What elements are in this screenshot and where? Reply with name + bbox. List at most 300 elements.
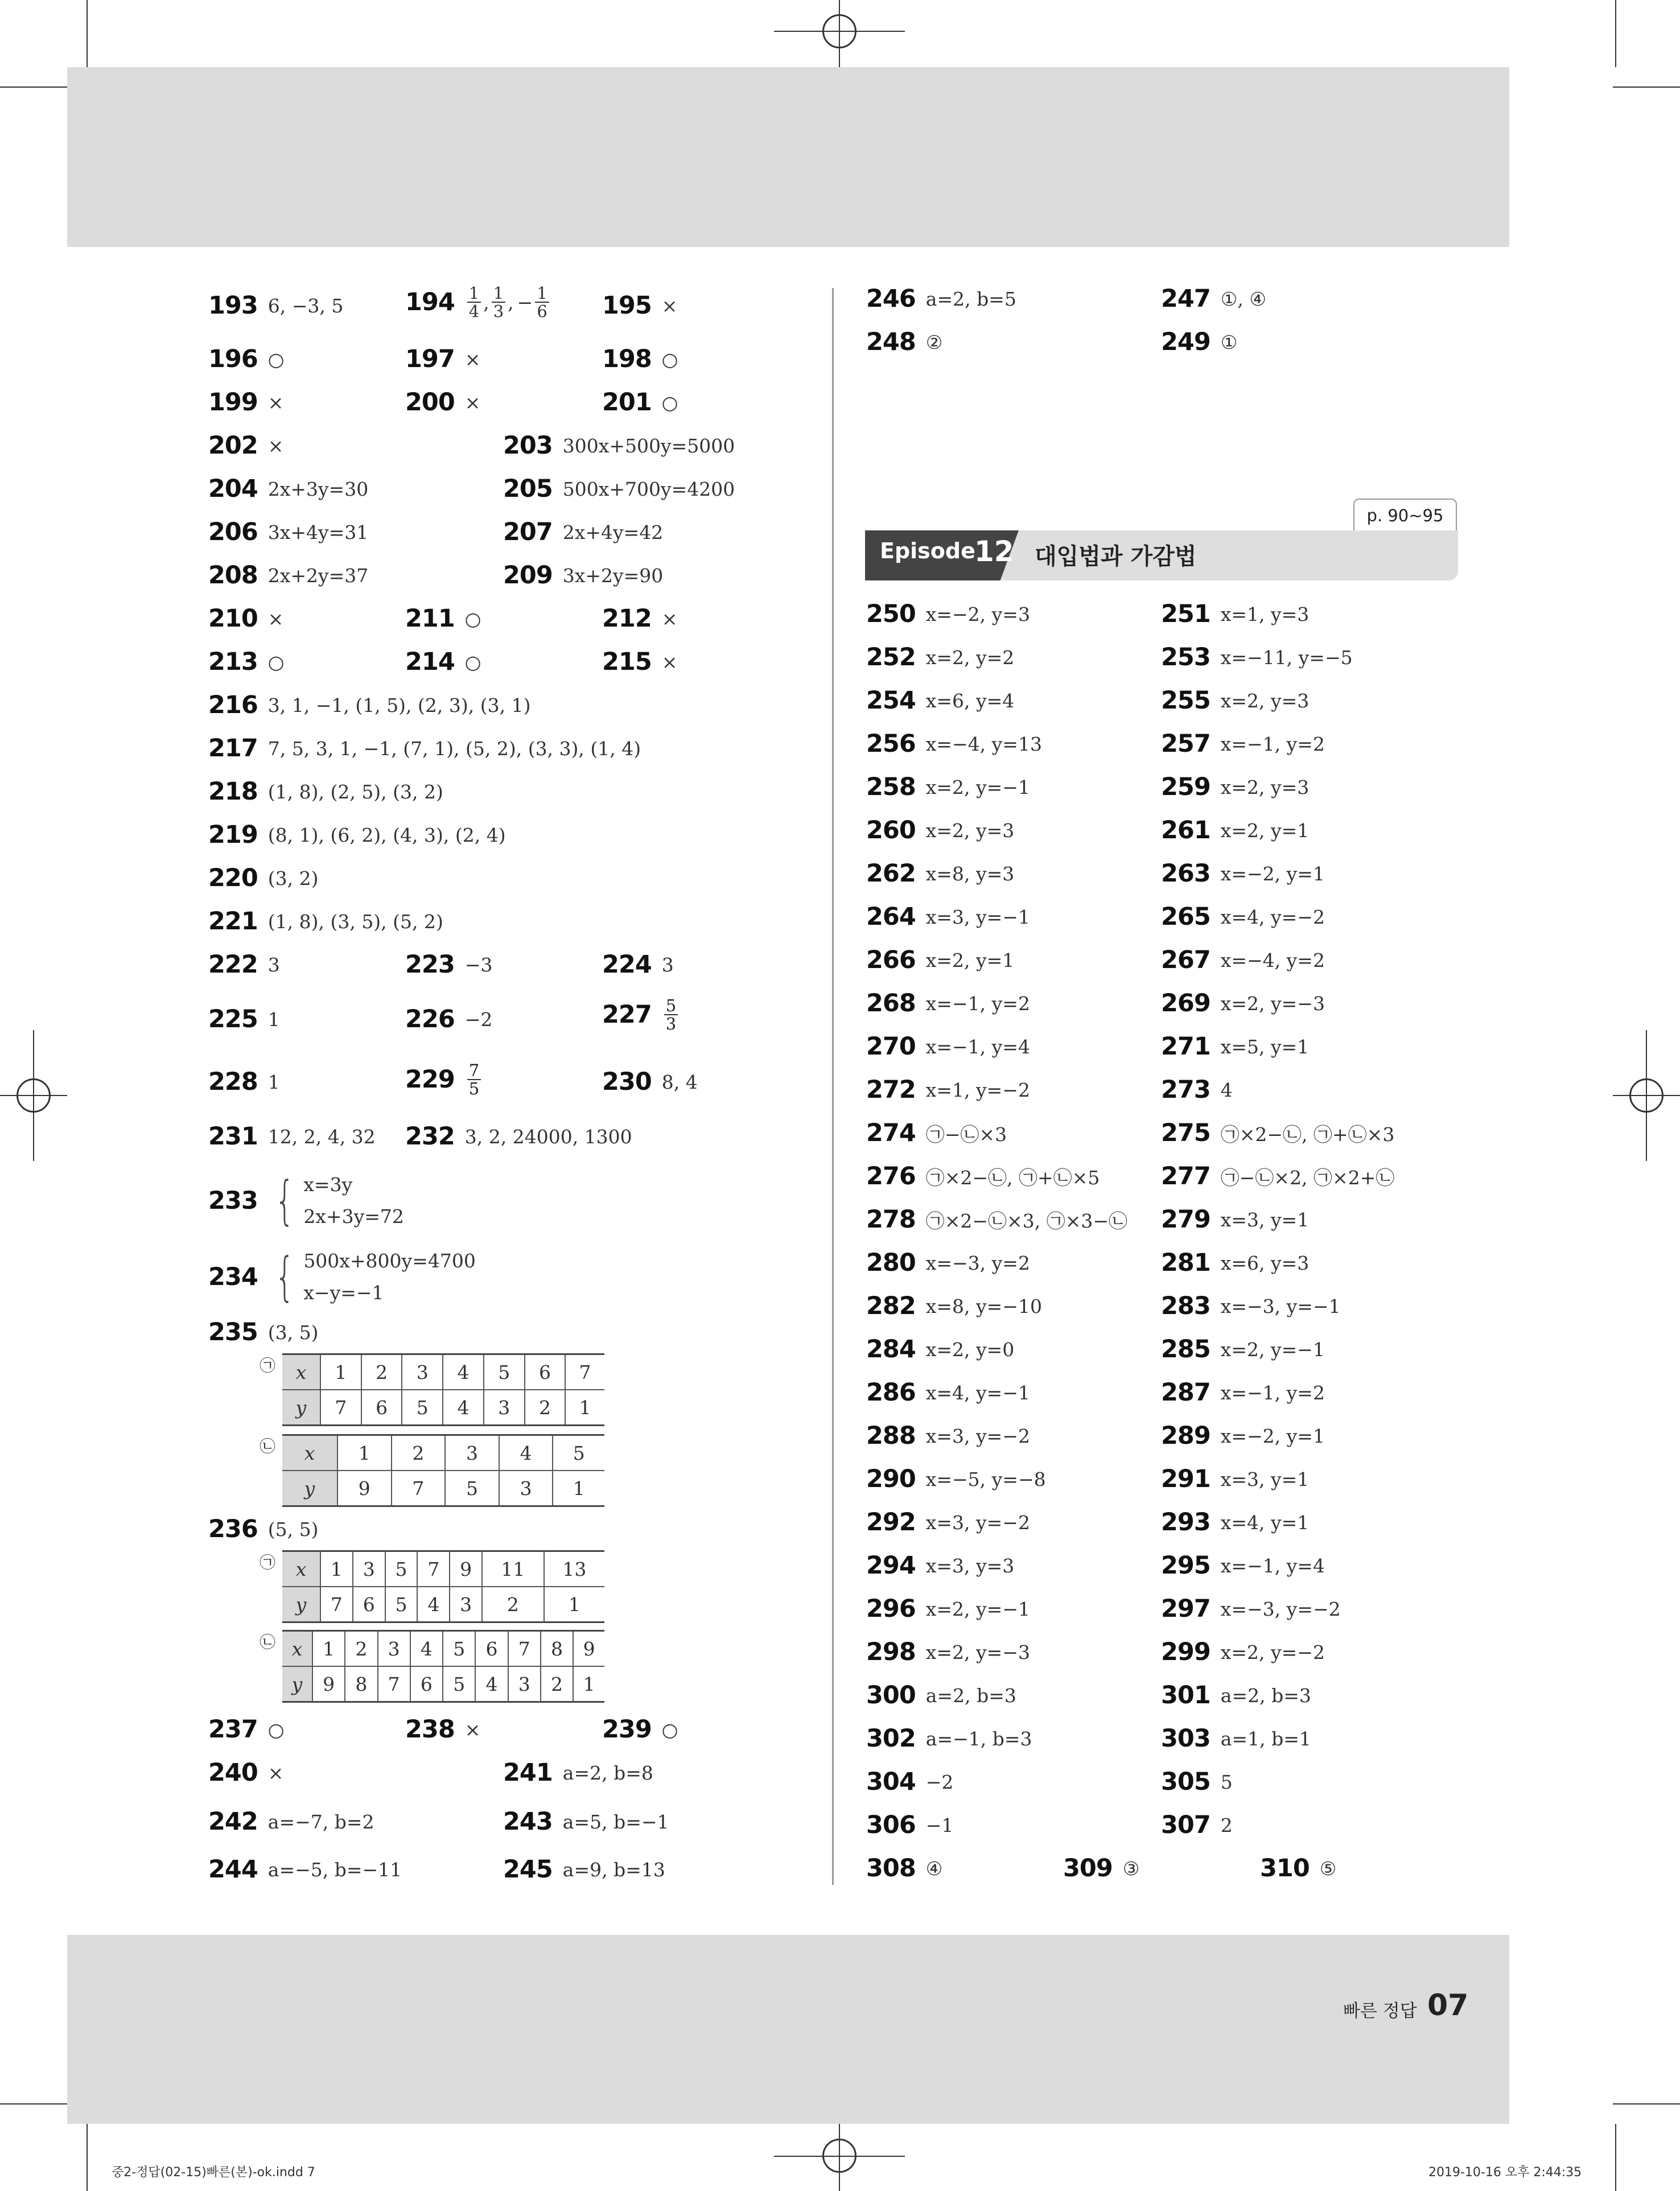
table-cell: 11 (482, 1551, 544, 1587)
question-number: 214 (405, 648, 455, 676)
question-number: 203 (503, 431, 553, 460)
crop-mark (1613, 87, 1680, 88)
answer-text: x=2, y=2 (925, 646, 1015, 669)
question-number: 196 (208, 345, 258, 373)
table-cell: 7 (378, 1666, 410, 1702)
answer-274 (866, 1119, 1007, 1147)
question-number: 231 (208, 1122, 258, 1151)
question-number: 219 (208, 821, 258, 849)
answer-text: x=−11, y=−5 (1220, 646, 1353, 669)
question-number: 243 (503, 1807, 553, 1836)
question-number: 299 (1161, 1638, 1210, 1666)
answer-218 (208, 777, 443, 806)
answer-282 (866, 1292, 1042, 1320)
crop-mark (87, 2124, 88, 2191)
table-cell: 4 (499, 1435, 553, 1471)
table-cell: 2 (392, 1435, 446, 1471)
answer-text: x=5, y=1 (1220, 1035, 1310, 1058)
table-cell: 3 (402, 1354, 443, 1390)
answer-text: 8, 4 (661, 1070, 698, 1093)
answer-259 (1161, 773, 1309, 801)
answer-text: x=2, y=1 (925, 949, 1015, 971)
answer-text: x=8, y=−10 (925, 1295, 1042, 1317)
question-number: 227 (602, 1000, 652, 1029)
answer-text: x=2, y=3 (1220, 689, 1310, 712)
episode-title: 대입법과 가감법 (1035, 543, 1197, 570)
table-row-y (282, 1587, 604, 1622)
answer-233 (208, 1169, 404, 1233)
header-y: y (282, 1390, 320, 1426)
table-cell: 7 (508, 1631, 541, 1667)
answer-text: ○ (464, 650, 481, 673)
question-number: 260 (866, 816, 916, 845)
answer-217 (208, 734, 641, 763)
answer-text: −2 (925, 1770, 954, 1793)
answer-text: ○ (464, 607, 481, 630)
answer-text: 2x+4y=42 (562, 521, 664, 543)
question-number: 305 (1161, 1768, 1210, 1796)
question-number: 306 (866, 1811, 916, 1839)
answer-text: x=2, y=−3 (1220, 992, 1325, 1015)
question-number: 248 (866, 328, 916, 356)
table-cell: 2 (525, 1390, 566, 1426)
question-number: 293 (1161, 1508, 1210, 1537)
answer-243 (503, 1807, 669, 1836)
answer-300 (866, 1681, 1016, 1710)
answer-200 (405, 388, 480, 417)
answer-213 (208, 648, 285, 676)
answer-296 (866, 1595, 1030, 1623)
answer-text: 3 (661, 953, 674, 976)
fraction: $\frac{1}{6}$ (535, 285, 549, 320)
answer-text: ① (1220, 331, 1238, 353)
answer-272 (866, 1076, 1030, 1104)
answer-text: 3x+2y=90 (562, 564, 664, 587)
table-cell: 3 (378, 1631, 410, 1667)
answer-text: x=2, y=1 (1220, 819, 1310, 842)
answer-text: x=3, y=3 (925, 1554, 1015, 1577)
answer-text: (5, 5) (267, 1518, 319, 1541)
answer-309 (1063, 1854, 1139, 1883)
answer-260 (866, 816, 1014, 845)
answer-251 (1161, 600, 1309, 628)
answer-text: a=1, b=1 (1220, 1727, 1311, 1750)
table-cell: 3 (484, 1390, 525, 1426)
question-number: 220 (208, 864, 258, 892)
answer-291 (1161, 1465, 1309, 1493)
top-gray-band (67, 67, 1509, 247)
answer-text: a=2, b=5 (925, 287, 1016, 310)
table-cell: 6 (525, 1354, 566, 1390)
question-number: 307 (1161, 1811, 1210, 1839)
answer-text: a=2, b=3 (1220, 1684, 1311, 1707)
answer-text: × (661, 294, 678, 317)
question-number: 226 (405, 1005, 455, 1033)
registration-mark (17, 1078, 51, 1113)
answer-text: a=2, b=3 (925, 1684, 1016, 1707)
table-cell: 6 (361, 1390, 402, 1426)
table-cell: 4 (475, 1666, 508, 1702)
table-cell: 6 (475, 1631, 508, 1667)
question-number: 215 (602, 648, 652, 676)
answer-242 (208, 1807, 374, 1836)
question-number: 298 (866, 1638, 916, 1666)
table-cell: 1 (573, 1666, 604, 1702)
answer-254 (866, 686, 1014, 715)
question-number: 244 (208, 1855, 258, 1884)
table-cell: 8 (541, 1631, 573, 1667)
table-cell: 4 (443, 1390, 484, 1426)
answer-222 (208, 950, 280, 979)
answer-text: 2x+2y=37 (267, 564, 369, 587)
answer-285 (1161, 1335, 1325, 1364)
question-number: 261 (1161, 816, 1210, 845)
question-number: 221 (208, 907, 258, 936)
answer-text: x=2, y=0 (925, 1338, 1015, 1361)
answer-294 (866, 1551, 1014, 1580)
answer-text: 3, 1, −1, (1, 5), (2, 3), (3, 1) (267, 694, 531, 716)
answer-289 (1161, 1422, 1325, 1450)
question-number: 259 (1161, 773, 1210, 801)
answer-text: ㉠×2−㉡, ㉠+㉡×3 (1220, 1123, 1395, 1146)
table-cell: 5 (385, 1587, 418, 1622)
print-timestamp: 2019-10-16 오후 2:44:35 (1428, 2165, 1582, 2180)
answer-235 (208, 1318, 319, 1346)
answer-248 (866, 328, 942, 356)
question-number: 285 (1161, 1335, 1210, 1364)
question-number: 287 (1161, 1378, 1210, 1407)
question-number: 272 (866, 1076, 916, 1104)
table-cell: 13 (544, 1551, 604, 1587)
question-number: 254 (866, 686, 916, 715)
answer-text: ○ (661, 348, 678, 370)
table-cell: 3 (508, 1666, 541, 1702)
answer-250 (866, 600, 1030, 628)
answer-268 (866, 989, 1030, 1018)
answer-text: x=4, y=1 (1220, 1511, 1310, 1534)
answer-text: × (267, 607, 284, 630)
answer-fractions: $\frac{1}{4}$ , $\frac{1}{3}$ , − $\frac{1}{6}$ (465, 285, 551, 320)
question-number: 253 (1161, 643, 1210, 672)
question-number: 234 (208, 1263, 258, 1291)
table-cell: 6 (410, 1666, 443, 1702)
answer-text: 1 (267, 1070, 280, 1093)
answer-text: a=9, b=13 (562, 1858, 665, 1881)
answer-302 (866, 1724, 1032, 1753)
answer-305 (1161, 1768, 1233, 1796)
table-cell: 5 (402, 1390, 443, 1426)
answer-text: ○ (661, 1718, 678, 1741)
answer-301 (1161, 1681, 1311, 1710)
question-number: 239 (602, 1715, 652, 1744)
answer-text: x=2, y=−3 (925, 1641, 1030, 1663)
question-number: 206 (208, 518, 258, 546)
question-number: 199 (208, 388, 258, 417)
answer-255 (1161, 686, 1309, 715)
answer-text: ㉠×2−㉡×3, ㉠×3−㉡ (925, 1209, 1127, 1232)
crop-mark (1615, 0, 1616, 67)
table-cell: 2 (345, 1631, 377, 1667)
answer-text: x=−5, y=−8 (925, 1468, 1046, 1490)
fraction: $\frac{1}{4}$ (467, 285, 481, 320)
header-x: x (282, 1435, 337, 1471)
answer-text: x=−2, y=1 (1220, 1424, 1325, 1447)
table-cell: 5 (445, 1471, 499, 1506)
table-236-a (282, 1550, 604, 1623)
answer-203 (503, 431, 735, 460)
answer-205 (503, 475, 735, 503)
crop-mark (0, 2103, 67, 2104)
equation-system: { x=3y 2x+3y=72 (274, 1170, 404, 1231)
answer-text: −2 (464, 1008, 493, 1031)
table-cell: 3 (450, 1587, 482, 1622)
answer-text: 300x+500y=5000 (562, 434, 735, 457)
answer-288 (866, 1422, 1030, 1450)
answer-226 (405, 1005, 492, 1033)
question-number: 242 (208, 1807, 258, 1836)
answer-194 (405, 285, 551, 320)
question-number: 277 (1161, 1162, 1210, 1191)
answer-290 (866, 1465, 1046, 1493)
table-cell: 1 (320, 1551, 353, 1587)
question-number: 251 (1161, 600, 1210, 628)
table-235-b (282, 1434, 604, 1507)
print-file-slug: 중2-정답(02-15)빠른(본)-ok.indd 7 (112, 2165, 315, 2180)
answer-text: x=4, y=−2 (1220, 905, 1325, 928)
answer-text: x=−1, y=4 (925, 1035, 1030, 1058)
question-number: 256 (866, 730, 916, 758)
table-cell: 9 (312, 1666, 345, 1702)
answer-271 (1161, 1032, 1309, 1061)
question-number: 249 (1161, 328, 1210, 356)
answer-287 (1161, 1378, 1325, 1407)
answer-292 (866, 1508, 1030, 1537)
crop-mark (0, 87, 67, 88)
answer-236 (208, 1515, 319, 1543)
question-number: 232 (405, 1122, 455, 1151)
answer-237 (208, 1715, 285, 1744)
table-cell: 2 (361, 1354, 402, 1390)
question-number: 228 (208, 1068, 258, 1096)
question-number: 209 (503, 561, 553, 590)
answer-270 (866, 1032, 1030, 1061)
answer-297 (1161, 1595, 1341, 1623)
answer-247 (1161, 285, 1266, 313)
question-number: 207 (503, 518, 553, 546)
answer-text: 2 (1220, 1814, 1233, 1836)
question-number: 289 (1161, 1422, 1210, 1450)
question-number: 303 (1161, 1724, 1210, 1753)
question-number: 300 (866, 1681, 916, 1710)
answer-281 (1161, 1249, 1309, 1277)
answer-208 (208, 561, 368, 590)
answer-text: x=2, y=−2 (1220, 1641, 1325, 1663)
page-range-tab (1353, 499, 1457, 532)
table-236-b (282, 1630, 604, 1703)
question-number: 301 (1161, 1681, 1210, 1710)
question-number: 297 (1161, 1595, 1210, 1623)
answer-229 (405, 1062, 483, 1098)
answer-227 (602, 997, 680, 1033)
bottom-gray-band (67, 1935, 1509, 2124)
fraction: $\frac{5}{3}$ (664, 997, 678, 1033)
circle-label-a: ㉠ (260, 1553, 276, 1572)
answer-267 (1161, 946, 1325, 974)
answer-299 (1161, 1638, 1325, 1666)
answer-text: × (661, 650, 678, 673)
answer-232 (405, 1122, 632, 1151)
question-number: 236 (208, 1515, 258, 1543)
answer-text: x=−2, y=1 (1220, 862, 1325, 885)
answer-text: × (267, 434, 284, 457)
answer-text: ○ (267, 348, 285, 370)
question-number: 310 (1260, 1854, 1310, 1883)
answer-text: 4 (1220, 1078, 1233, 1101)
answer-text: ○ (661, 391, 678, 414)
answer-295 (1161, 1551, 1325, 1580)
question-number: 286 (866, 1378, 916, 1407)
question-number: 194 (405, 288, 455, 317)
question-number: 211 (405, 604, 455, 633)
answer-234 (208, 1245, 476, 1309)
table-cell: 4 (410, 1631, 443, 1667)
answer-text: −1 (925, 1814, 954, 1836)
answer-204 (208, 475, 368, 503)
question-number: 264 (866, 903, 916, 931)
header-y: y (282, 1666, 312, 1702)
question-number: 217 (208, 734, 258, 763)
answer-text: x=−1, y=2 (925, 992, 1030, 1015)
table-row-y (282, 1666, 604, 1702)
question-number: 250 (866, 600, 916, 628)
crop-mark (1613, 2103, 1680, 2104)
answer-text: ⑤ (1319, 1857, 1337, 1880)
answer-text: 5 (1220, 1770, 1233, 1793)
answer-241 (503, 1758, 653, 1787)
answer-text: 3x+4y=31 (267, 521, 369, 543)
answer-263 (1161, 859, 1325, 888)
crop-mark (87, 0, 88, 67)
answer-219 (208, 821, 506, 849)
question-number: 304 (866, 1768, 916, 1796)
answer-text: ㉠−㉡×3 (925, 1123, 1007, 1146)
table-cell: 5 (443, 1631, 475, 1667)
header-x: x (282, 1631, 312, 1667)
answer-text: a=2, b=8 (562, 1761, 653, 1784)
table-cell: 9 (573, 1631, 604, 1667)
answer-text: × (267, 1761, 284, 1784)
answer-206 (208, 518, 368, 546)
answer-text: x=2, y=−1 (925, 776, 1030, 798)
table-cell: 3 (445, 1435, 499, 1471)
answer-195 (602, 291, 677, 320)
answer-252 (866, 643, 1014, 672)
table-cell: 5 (484, 1354, 525, 1390)
question-number: 216 (208, 691, 258, 719)
question-number: 193 (208, 291, 258, 320)
question-number: 224 (602, 950, 652, 979)
question-number: 201 (602, 388, 652, 417)
answer-283 (1161, 1292, 1341, 1320)
question-number: 230 (602, 1068, 652, 1096)
page-range: p. 90~95 (1366, 506, 1444, 525)
answer-269 (1161, 989, 1325, 1018)
table-cell: 9 (450, 1551, 482, 1587)
answer-text: x=−4, y=2 (1220, 949, 1325, 971)
table-row-x (282, 1631, 604, 1667)
answer-text: x=3, y=−2 (925, 1424, 1030, 1447)
answer-text: 6, −3, 5 (267, 294, 344, 317)
answer-197 (405, 345, 480, 373)
question-number: 195 (602, 291, 652, 320)
registration-mark (822, 2139, 857, 2173)
episode-number: 12 (974, 535, 1014, 568)
question-number: 290 (866, 1465, 916, 1493)
question-number: 241 (503, 1758, 553, 1787)
table-cell: 4 (417, 1587, 450, 1622)
question-number: 225 (208, 1005, 258, 1033)
answer-264 (866, 903, 1030, 931)
column-divider (832, 288, 834, 1885)
answer-text: a=−5, b=−11 (267, 1858, 402, 1881)
answer-text: × (464, 391, 481, 414)
answer-196 (208, 345, 285, 373)
answer-261 (1161, 816, 1309, 845)
table-row-x (282, 1551, 604, 1587)
answer-text: 500x+700y=4200 (562, 477, 735, 500)
answer-239 (602, 1715, 678, 1744)
table-cell: 8 (345, 1666, 377, 1702)
question-number: 252 (866, 643, 916, 672)
answer-text: x=2, y=3 (925, 819, 1015, 842)
answer-text: a=−7, b=2 (267, 1810, 374, 1833)
question-number: 284 (866, 1335, 916, 1364)
answer-text: ③ (1122, 1857, 1140, 1880)
answer-249 (1161, 328, 1237, 356)
answer-223 (405, 950, 492, 979)
answer-text: ㉠−㉡×2, ㉠×2+㉡ (1220, 1166, 1395, 1189)
answer-215 (602, 648, 677, 676)
answer-text: x=3, y=−1 (925, 905, 1030, 928)
answer-text: x=4, y=−1 (925, 1381, 1030, 1404)
table-cell: 2 (541, 1666, 573, 1702)
question-number: 273 (1161, 1076, 1210, 1104)
registration-mark (1629, 1078, 1663, 1113)
question-number: 274 (866, 1119, 916, 1147)
answer-text: ○ (267, 1718, 285, 1741)
equation-system: { 500x+800y=4700 x−y=−1 (274, 1246, 476, 1307)
answer-293 (1161, 1508, 1309, 1537)
question-number: 240 (208, 1758, 258, 1787)
question-number: 245 (503, 1855, 553, 1884)
answer-240 (208, 1758, 283, 1787)
answer-262 (866, 859, 1014, 888)
episode-word: Episode (880, 538, 975, 563)
question-number: 280 (866, 1249, 916, 1277)
answer-303 (1161, 1724, 1311, 1753)
fraction: $\frac{7}{5}$ (467, 1062, 481, 1098)
answer-304 (866, 1768, 953, 1796)
answer-220 (208, 864, 319, 892)
question-number: 308 (866, 1854, 916, 1883)
answer-275 (1161, 1119, 1394, 1147)
question-number: 257 (1161, 730, 1210, 758)
answer-text: (1, 8), (2, 5), (3, 2) (267, 780, 443, 803)
answer-text: a=5, b=−1 (562, 1810, 669, 1833)
answer-text: 2x+3y=30 (267, 477, 369, 500)
question-number: 276 (866, 1162, 916, 1191)
table-cell: 6 (353, 1587, 385, 1622)
